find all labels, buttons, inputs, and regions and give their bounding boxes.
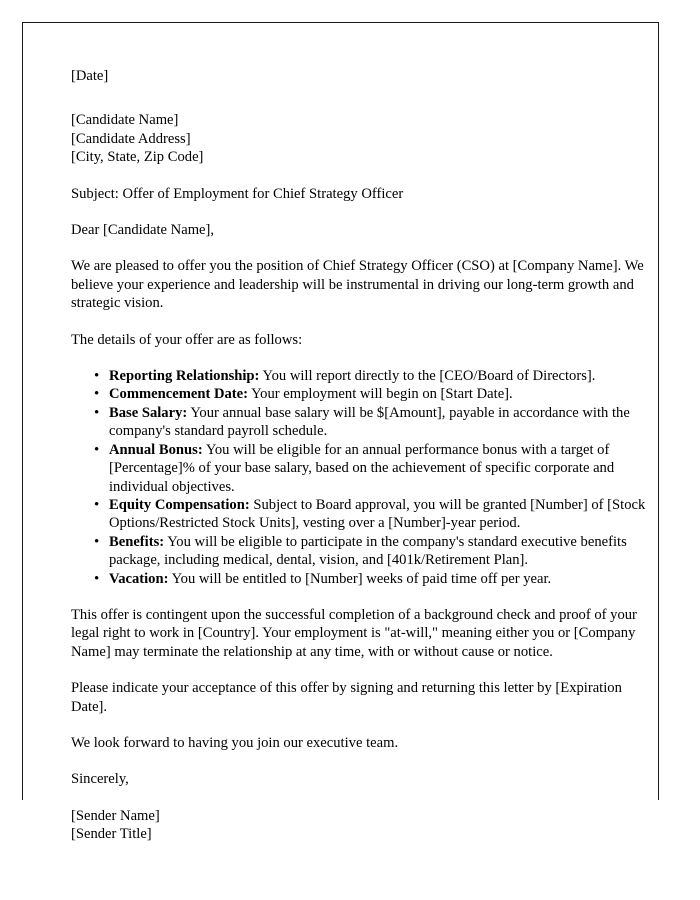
details-lead-in: The details of your offer are as follows:: [71, 331, 303, 348]
intro-paragraph: We are pleased to offer you the position of Chief Strategy Officer (CSO) at [Company Name]. We believe your experience and leadership will be instrumental in driving our long-term growth and strategic vision.: [71, 258, 644, 312]
document-page: [22, 22, 659, 843]
list-item: [71, 441, 649, 496]
sender-title: [Sender Title]: [71, 826, 152, 843]
list-item: [71, 533, 649, 570]
list-item: [71, 367, 649, 385]
letter-content: [71, 67, 649, 844]
acceptance-paragraph: Please indicate your acceptance of this offer by signing and returning this letter by [Expiration Date].: [71, 680, 622, 715]
term-text: You will be eligible for an annual performance bonus with a target of [Percentage]% of your base salary, based on the achievement of specific corporate and individual objectives.: [109, 441, 615, 495]
list-item: [71, 404, 649, 441]
term-text: Subject to Board approval, you will be granted [Number] of [Stock Options/Restricted Stock Units], vesting over a [Number]-year period.: [109, 496, 646, 532]
list-item: [71, 385, 649, 403]
salutation: Dear [Candidate Name],: [71, 222, 215, 239]
term-label: Reporting Relationship:: [109, 368, 260, 385]
signature-block: [71, 807, 649, 844]
term-label: Annual Bonus:: [109, 441, 203, 458]
sender-name: [Sender Name]: [71, 807, 160, 824]
term-label: Benefits:: [109, 533, 165, 550]
closing-paragraph: We look forward to having you join our executive team.: [71, 734, 399, 751]
recipient-city-state-zip: [City, State, Zip Code]: [71, 149, 204, 166]
term-label: Base Salary:: [109, 404, 188, 421]
term-text: You will be entitled to [Number] weeks of paid time off per year.: [171, 570, 552, 587]
recipient-street: [Candidate Address]: [71, 130, 191, 147]
recipient-address-block: [71, 111, 649, 166]
term-text: Your employment will begin on [Start Date].: [251, 386, 513, 403]
recipient-name: [Candidate Name]: [71, 112, 179, 129]
list-item: [71, 570, 649, 588]
term-text: You will report directly to the [CEO/Board of Directors].: [262, 368, 596, 385]
term-label: Equity Compensation:: [109, 496, 250, 513]
subject-line: Subject: Offer of Employment for Chief Strategy Officer: [71, 185, 404, 202]
term-label: Commencement Date:: [109, 386, 248, 403]
term-text: Your annual base salary will be $[Amount], payable in accordance with the company's standard payroll schedule.: [109, 404, 630, 440]
contingency-paragraph: This offer is contingent upon the successful completion of a background check and proof of your legal right to work in [Country]. Your employment is "at-will," meaning either you or [Company Name] may terminate the relationship at any time, with or without cause or notice.: [71, 606, 637, 660]
date-line: [Date]: [71, 68, 109, 84]
offer-terms-list: [71, 367, 649, 588]
term-label: Vacation:: [109, 570, 169, 587]
term-text: You will be eligible to participate in the company's standard executive benefits package, including medical, dental, vision, and [401k/Retirement Plan].: [109, 533, 627, 569]
list-item: [71, 496, 649, 533]
valediction: Sincerely,: [71, 771, 129, 788]
